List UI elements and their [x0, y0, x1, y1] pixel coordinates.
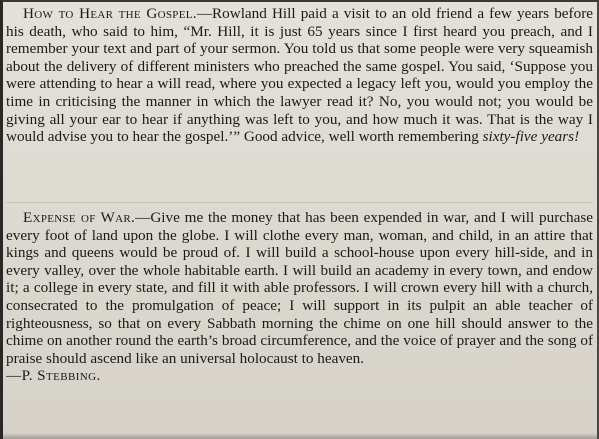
article-paragraph	[6, 209, 593, 367]
article-emphasis: sixty-five years!	[482, 128, 580, 146]
article-expense-of-war	[6, 209, 593, 385]
article-heading: How to Hear the Gospel.	[23, 5, 197, 22]
page-edge-shadow	[3, 433, 597, 439]
article-body: —Give me the money that has been expended in war, and I will purchase every foot of land upon the globe. I will clothe every man, woman, and child, in an attire that kings and queens would be proud of. I will build a school-house upon every hill-side, and in every valley, over the whole habitable earth. I will build an academy in every town, and endow it; a college in every state, and fill it with able professors. I will crown every hill with a church, consecrated to the promulgation of peace; I will support in its pulpit an able teacher of righteousness, so that on every Sabbath morning the chime on one hill should answer to the chime on another round the earth’s broad circumference, and the voice of prayer and the song of praise should ascend like an universal holocaust to heaven.	[6, 209, 593, 367]
article-separator	[6, 202, 593, 203]
article-heading: Expense of War.	[23, 209, 136, 226]
article-how-to-hear-the-gospel	[6, 5, 593, 146]
article-paragraph	[6, 5, 593, 146]
article-signature: —P. Stebbing.	[6, 367, 101, 385]
article-body: —Rowland Hill paid a visit to an old friend a few years before his death, who said to him, “Mr. Hill, it is just 65 years since I first heard you preach, and I remember your text and part of your sermon. You told us that some people were very squeamish about the delivery of different ministers who preached the same gospel. You said, ‘Suppose you were attending to hear a will read, where you expected a legacy left you, would you employ the time in criticising the manner in which the lawyer read it? No, you would not; you would be giving all your ear to hear if anything was left to you, and how much it was. That is the way I would advise you to hear the gospel.’” Good advice, well worth remembering	[6, 5, 593, 146]
